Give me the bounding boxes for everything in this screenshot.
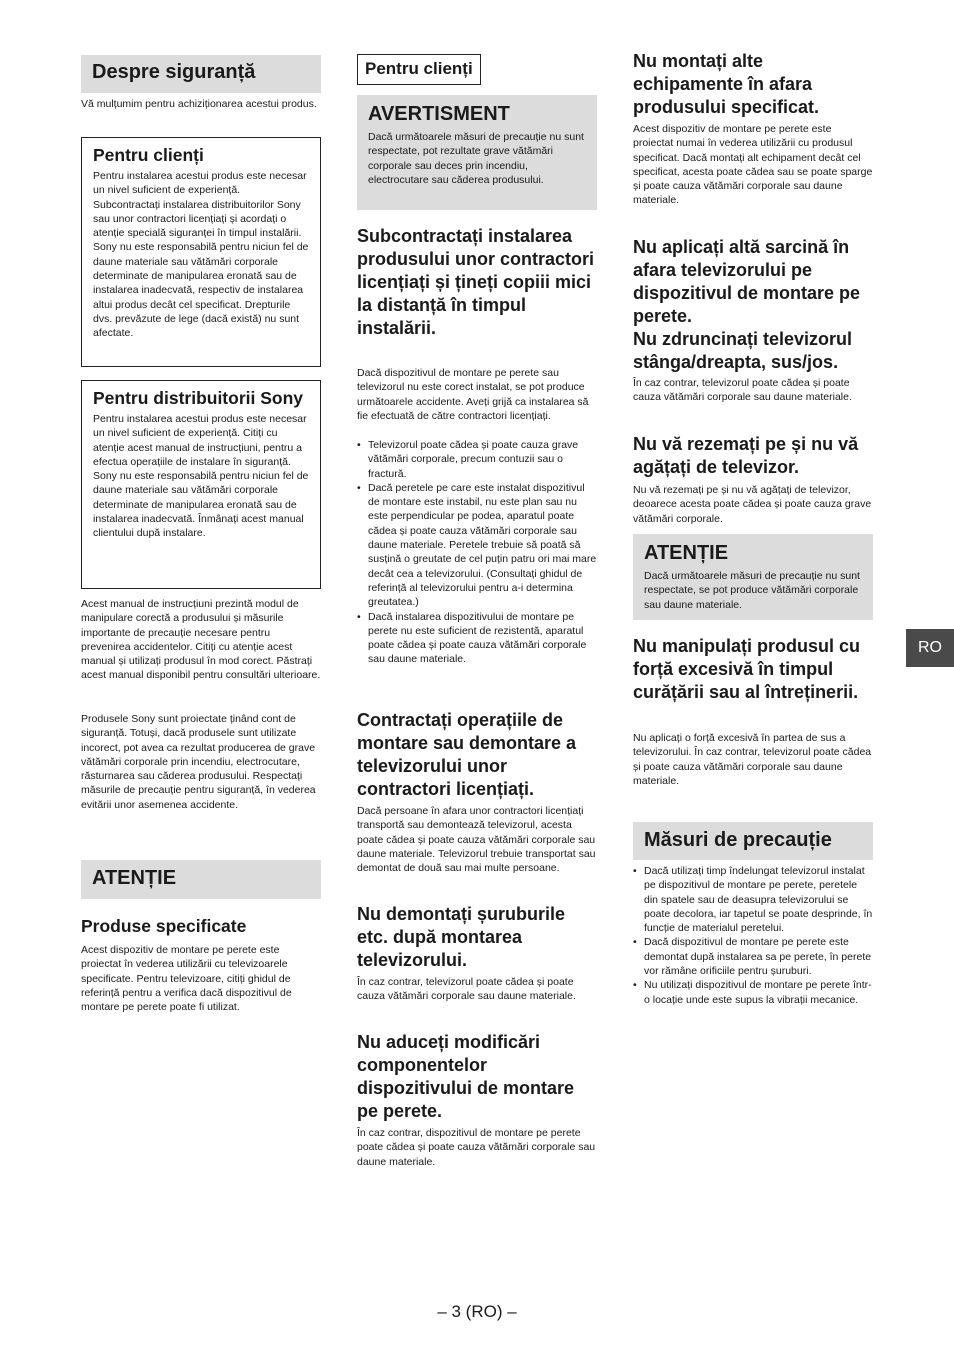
list-item: • Dacă dispozitivul de montare pe perete este demontat după instalarea sa pe perete, în perete vor rămâne orificiile pentru șuruburi.: [633, 935, 873, 978]
section-lean-title: Nu vă rezemați pe și nu vă agățați de televizor.: [633, 434, 859, 477]
precautions-heading-band: [633, 822, 873, 860]
section-load-title: Nu aplicați altă sarcină în afara televizorului pe dispozitivul de montare pe perete.: [633, 237, 861, 326]
thanks-text: Vă mulțumim pentru achiziționarea acestui produs.: [81, 98, 317, 110]
clients-box: [81, 137, 321, 367]
section-mounting-text: Dacă persoane în afara unor contractori licențiați transportă sau demontează televizorul, acesta poate cădea și poate cauza vătămări corporale sau daune materiale. Televizorul trebuie transportat sau demontat de două sau mai multe persoane.: [357, 805, 596, 875]
language-tab: RO: [906, 629, 954, 667]
clients-tag: Pentru clienți: [357, 54, 481, 85]
attention-title: ATENȚIE: [92, 867, 177, 889]
warning-title: AVERTISMENT: [368, 103, 510, 125]
list-item: • Dacă instalarea dispozitivului de montare pe perete nu este suficient de rezistentă, aparatul poate cădea și poate cauza vătămări corporale sau daune materiale.: [357, 610, 597, 667]
section-screws-text: În caz contrar, televizorul poate cădea și poate cauza vătămări corporale sau daune materiale.: [357, 976, 576, 1003]
section-shake-title: Nu zdruncinați televizorul stânga/dreapta, sus/jos.: [633, 329, 853, 372]
dealers-box-title: Pentru distribuitorii Sony: [93, 388, 304, 408]
list-item: • Nu utilizați dispozitivul de montare pe perete într-o locație unde este supus la vibrații mecanice.: [633, 978, 873, 1007]
dealers-box: [81, 380, 321, 589]
list-item: • Dacă utilizați timp îndelungat televizorul instalat pe dispozitivul de montare pe perete, peretele din spatele sau de deasupra televizorului se poate decolora, iar tapetul se poate desprinde, în funcție de materialul peretelui.: [633, 864, 873, 935]
safety-heading-band: [81, 55, 321, 93]
page-number: – 3 (RO) –: [437, 1302, 517, 1321]
warning-text: Dacă următoarele măsuri de precauție nu sunt respectate, pot rezultate grave vătămări corporale sau deces prin incendiu, electrocutare sau căderea produsului.: [368, 131, 584, 186]
section-cleaning-title: Nu manipulați produsul cu forță excesivă în timpul curățării sau al întreținerii.: [633, 636, 861, 702]
products-text: Acest dispozitiv de montare pe perete este proiectat în vederea utilizării cu televizoarele specificate. Pentru televizoare, citiți ghidul de referință pentru a verifica dacă dispozitivul de montare pe perete poate fi utilizat.: [81, 944, 292, 1014]
list-item: • Dacă peretele pe care este instalat dispozitivul de montare este instabil, nu este plan sau nu este perpendicular pe podea, aparatul poate cădea și poate cauza vătămări corporale sau daune materiale. Peretele trebuie să poată să susțină o greutate de cel puțin patru ori mai mare decât cea a televizorului. (Consultați ghidul de referință al televizorului pentru a-i determina greutatea.): [357, 481, 597, 610]
subcontract-bullet-list: [357, 438, 597, 667]
section-other-equipment-text: Acest dispozitiv de montare pe perete este proiectat numai în vederea utilizării cu produsul specificat. Dacă montați alt echipament decât cel specificat, acesta poate cădea sau se poate sparge și poate cauza vătămări corporale sau daune materiale.: [633, 123, 873, 207]
section-mounting-title: Contractați operațiile de montare sau demontare a televizorului unor contractori licențiați.: [357, 710, 577, 799]
section-subcontract-title: Subcontractați instalarea produsului unor contractori licențiați și țineți copiii mici la distanță în timpul instalării.: [357, 226, 594, 338]
section-screws-title: Nu demontați șuruburile etc. după montarea televizorului.: [357, 904, 566, 970]
attention-box: [633, 534, 873, 620]
products-title: Produse specificate: [81, 916, 247, 936]
section-modify-title: Nu aduceți modificări componentelor dispozitivului de montare pe perete.: [357, 1032, 575, 1121]
clients-box-title: Pentru clienți: [93, 145, 204, 165]
section-modify-text: În caz contrar, dispozitivul de montare pe perete poate cădea și poate cauza vătămări corporale sau daune materiale.: [357, 1127, 596, 1168]
precautions-title: Măsuri de precauție: [644, 829, 832, 851]
safety-title: Despre siguranță: [92, 61, 256, 83]
section-load-text: În caz contrar, televizorul poate cădea și poate cauza vătămări corporale sau daune materiale.: [633, 377, 852, 404]
clients-tag-wrap: [357, 54, 597, 85]
section-lean-text: Nu vă rezemați pe și nu vă agățați de televizor, deoarece acesta poate cădea și poate cauza grave vătămări corporale.: [633, 484, 872, 525]
attention-box-title: ATENȚIE: [644, 542, 729, 564]
precautions-bullet-list: [633, 864, 873, 1007]
manual-paragraph: Acest manual de instrucțiuni prezintă modul de manipulare corectă a produsului și măsurile importante de precauție necesare pentru prevenirea accidentelor. Citiți cu atenție acest manual și utilizați produsul în mod corect. Păstrați acest manual disponibil pentru consultări ulterioare.: [81, 598, 321, 682]
attention-heading-band: [81, 860, 321, 899]
sony-products-paragraph: Produsele Sony sunt proiectate ținând cont de siguranță. Totuși, dacă produsele sunt utilizate incorect, pot avea ca rezultat producerea de grave vătămări corporale prin incendiu, electrocutare, răsturnarea sau căderea produsului. Respectați măsurile de precauție pentru siguranță, în vederea evitării unor asemenea accidente.: [81, 713, 316, 811]
section-subcontract-text: Dacă dispozitivul de montare pe perete sau televizorul nu este corect instalat, se pot produce următoarele accidente. Aveți grijă ca instalarea să fie efectuată de către contractori licențiați.: [357, 367, 589, 422]
warning-box: [357, 95, 597, 210]
dealers-box-text: Pentru instalarea acestui produs este necesar un nivel suficient de experiență. Citiți cu atenție acest manual de instrucțiuni, pentru a efectua operațiile de instalare în siguranță. Sony nu este responsabilă pentru niciun fel de daune materiale sau vătămări corporale determinate de manipularea eronată sau de instalarea inadecvată. Înmânați acest manual clientului după instalare.: [93, 413, 309, 540]
attention-box-text: Dacă următoarele măsuri de precauție nu sunt respectate, se pot produce vătămări corporale sau daune materiale.: [644, 570, 860, 611]
list-item: • Televizorul poate cădea și poate cauza grave vătămări corporale, precum contuzii sau o fractură.: [357, 438, 597, 481]
section-other-equipment-title: Nu montați alte echipamente în afara produsului specificat.: [633, 51, 820, 117]
clients-box-text: Pentru instalarea acestui produs este necesar un nivel suficient de experiență. Subcontractați instalarea distribuitorilor Sony sau unor contractori licențiați și acordați o atenție specială siguranței în timpul instalării. Sony nu este responsabilă pentru niciun fel de daune materiale sau vătămări corporale determinate de manipularea eronată sau de instalarea inadecvată, respectiv de instalarea altui produs decât cel specificat. Drepturile dvs. prevăzute de lege (dacă există) nu sunt afectate.: [93, 170, 309, 340]
section-cleaning-text: Nu aplicați o forță excesivă în partea de sus a televizorului. În caz contrar, televizorul poate cădea și poate cauza vătămări corporale sau daune materiale.: [633, 732, 872, 787]
